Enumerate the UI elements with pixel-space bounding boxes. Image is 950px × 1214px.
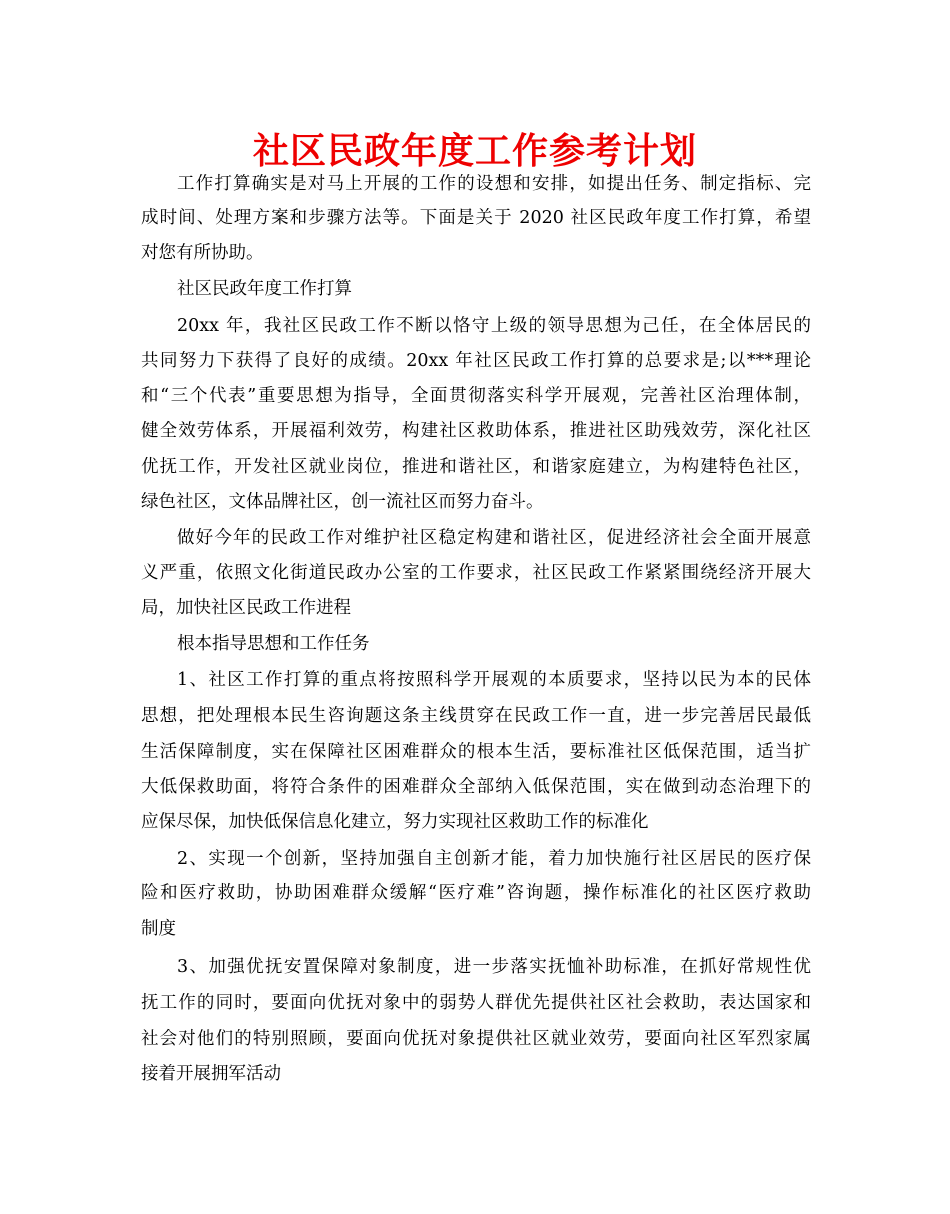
body-line: 共同努力下获得了良好的成绩。20xx 年社区民政工作打算的总要求是;以***理论 (141, 351, 811, 371)
body-line: 优抚工作，开发社区就业岗位，推进和谐社区，和谐家庭建立，为构建特色社区， (141, 457, 811, 477)
body-line: 绿色社区，文体品牌社区，创一流社区而努力奋斗。 (141, 492, 544, 512)
body-line: 局，加快社区民政工作进程 (141, 598, 351, 618)
document-title: 社区民政年度工作参考计划 (252, 130, 697, 172)
body-line: 20xx 年，我社区民政工作不断以恪守上级的领导思想为己任，在全体居民的 (177, 316, 811, 336)
body-line: 生活保障制度，实在保障社区困难群众的根本生活，要标准社区低保范围，适当扩 (141, 742, 811, 762)
body-line: 健全效劳体系，开展福利效劳，构建社区救助体系，推进社区助残效劳，深化社区 (141, 421, 811, 441)
body-line: 做好今年的民政工作对维护社区稳定构建和谐社区，促进经济社会全面开展意 (177, 528, 811, 548)
body-line: 社会对他们的特别照顾，要面向优抚对象提供社区就业效劳，要面向社区军烈家属 (141, 1029, 811, 1049)
body-line: 成时间、处理方案和步骤方法等。下面是关于 2020 社区民政年度工作打算，希望 (141, 208, 811, 228)
body-line: 应保尽保，加快低保信息化建立，努力实现社区救助工作的标准化 (141, 812, 649, 832)
body-line: 险和医疗救助，协助困难群众缓解“医疗难”咨询题，操作标准化的社区医疗救助 (141, 883, 811, 903)
body-line: 思想，把处理根本民生咨询题这条主线贯穿在民政工作一直，进一步完善居民最低 (141, 706, 811, 726)
body-line: 大低保救助面，将符合条件的困难群众全部纳入低保范围，实在做到动态治理下的 (141, 777, 811, 797)
body-line: 和“三个代表”重要思想为指导，全面贯彻落实科学开展观，完善社区治理体制， (141, 386, 811, 406)
body-line: 抚工作的同时，要面向优抚对象中的弱势人群优先提供社区社会救助，表达国家和 (141, 993, 811, 1013)
body-line: 1、社区工作打算的重点将按照科学开展观的本质要求，坚持以民为本的民体 (177, 670, 811, 690)
body-line: 义严重，依照文化街道民政办公室的工作要求，社区民政工作紧紧围绕经济开展大 (141, 563, 811, 583)
body-line: 工作打算确实是对马上开展的工作的设想和安排，如提出任务、制定指标、完 (177, 174, 811, 194)
body-line: 3、加强优抚安置保障对象制度，进一步落实抚恤补助标准，在抓好常规性优 (177, 957, 811, 977)
body-line: 接着开展拥军活动 (141, 1064, 281, 1084)
section-heading: 根本指导思想和工作任务 (177, 634, 370, 654)
body-line: 对您有所协助。 (141, 243, 264, 263)
section-heading: 社区民政年度工作打算 (177, 279, 352, 299)
body-line: 制度 (141, 919, 176, 939)
body-line: 2、实现一个创新，坚持加强自主创新才能，着力加快施行社区居民的医疗保 (177, 849, 811, 869)
